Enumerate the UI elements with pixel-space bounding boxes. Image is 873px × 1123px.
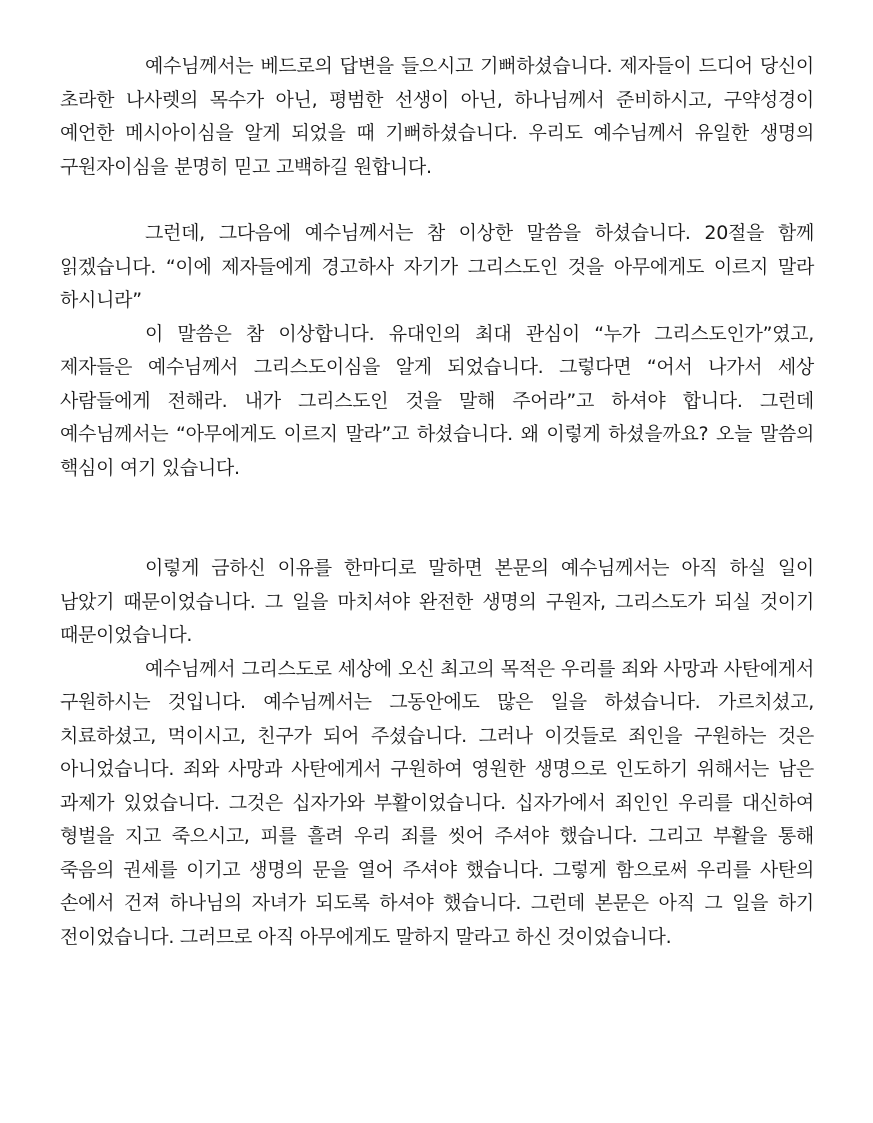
paragraph-spacer — [60, 184, 814, 217]
document-page — [60, 50, 814, 954]
section-spacer — [60, 485, 814, 552]
paragraph-2: 그런데, 그다음에 예수님께서는 참 이상한 말씀을 하셨습니다. 20절을 함께 읽겠습니다. “이에 제자들에게 경고하사 자기가 그리스도인 것을 아무에게도 이르지 말라 하시니라” — [60, 222, 814, 311]
paragraph-4: 이렇게 금하신 이유를 한마디로 말하면 본문의 예수님께서는 아직 하실 일이 남았기 때문이었습니다. 그 일을 마치셔야 완전한 생명의 구원자, 그리스도가 되실 것이기 때문이었습니다. — [60, 557, 814, 646]
paragraph-3: 이 말씀은 참 이상합니다. 유대인의 최대 관심이 “누가 그리스도인가”였고, 제자들은 예수님께서 그리스도이심을 알게 되었습니다. 그렇다면 “어서 나가서 세상 사람들에게 전해라. 내가 그리스도인 것을 말해 주어라”고 하셔야 합니다. 그런데 예수님께서는 “아무에게도 이르지 말라”고 하셨습니다. 왜 이렇게 하셨을까요? 오늘 말씀의 핵심이 여기 있습니다. — [60, 322, 814, 479]
paragraph-5: 예수님께서 그리스도로 세상에 오신 최고의 목적은 우리를 죄와 사망과 사탄에게서 구원하시는 것입니다. 예수님께서는 그동안에도 많은 일을 하셨습니다. 가르치셨고, 치료하셨고, 먹이시고, 친구가 되어 주셨습니다. 그러나 이것들로 죄인을 구원하는 것은 아니었습니다. 죄와 사망과 사탄에게서 구원하여 영원한 생명으로 인도하기 위해서는 남은 과제가 있었습니다. 그것은 십자가와 부활이었습니다. 십자가에서 죄인인 우리를 대신하여 형벌을 지고 죽으시고, 피를 흘려 우리 죄를 씻어 주셔야 했습니다. 그리고 부활을 통해 죽음의 권세를 이기고 생명의 문을 열어 주셔야 했습니다. 그렇게 함으로써 우리를 사탄의 손에서 건져 하나님의 자녀가 되도록 하셔야 했습니다. 그런데 본문은 아직 그 일을 하기 전이었습니다. 그러므로 아직 아무에게도 말하지 말라고 하신 것이었습니다. — [60, 657, 814, 948]
paragraph-1: 예수님께서는 베드로의 답변을 들으시고 기뻐하셨습니다. 제자들이 드디어 당신이 초라한 나사렛의 목수가 아닌, 평범한 선생이 아닌, 하나님께서 준비하시고, 구약성경이 예언한 메시아이심을 알게 되었을 때 기뻐하셨습니다. 우리도 예수님께서 유일한 생명의 구원자이심을 분명히 믿고 고백하길 원합니다. — [60, 55, 814, 178]
